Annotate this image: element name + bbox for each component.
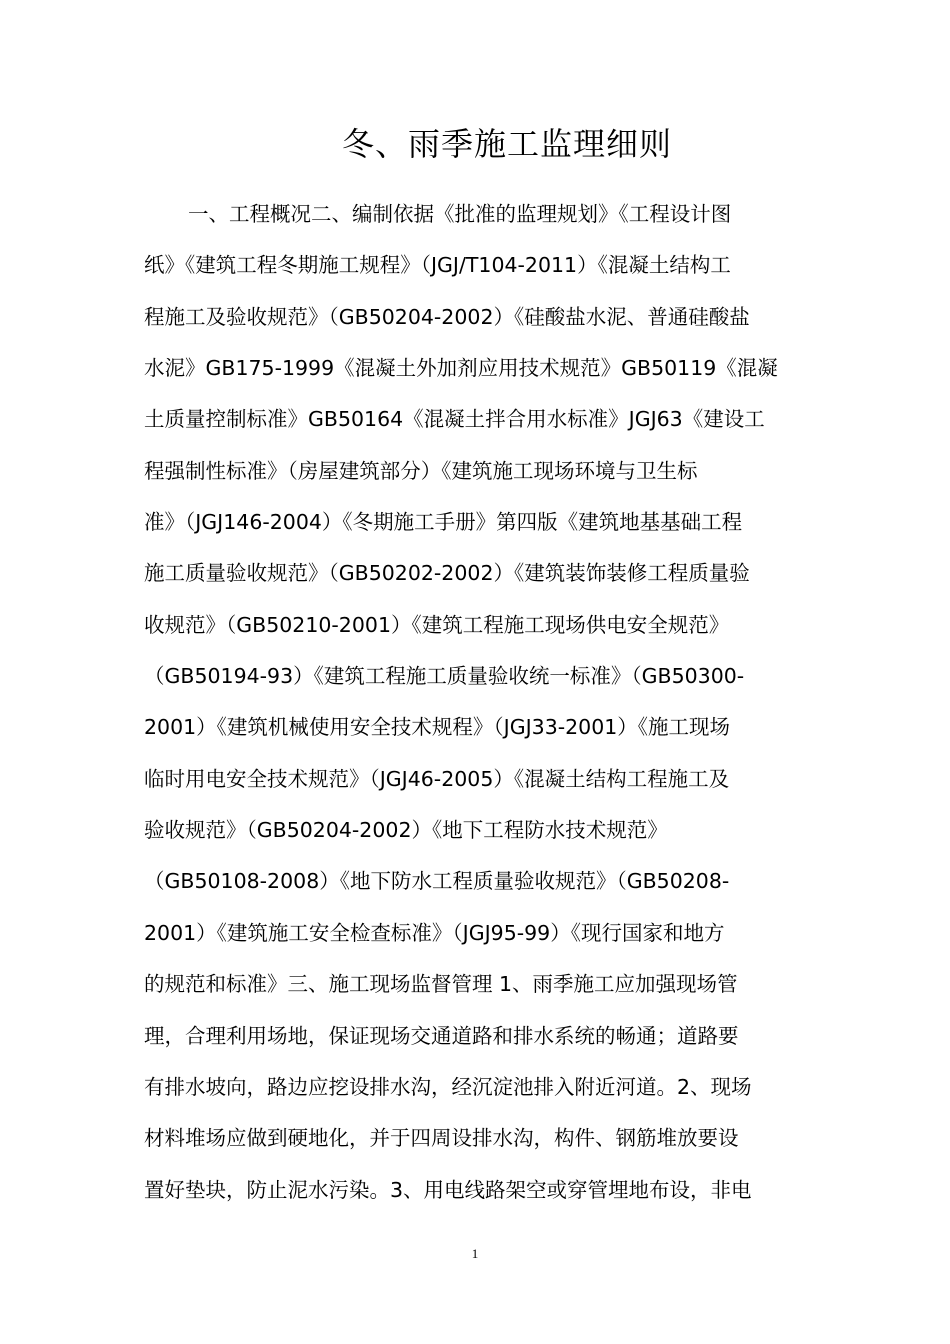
document-body xyxy=(144,189,824,1216)
body-line: 纸》《建筑工程冬期施工规程》（JGJ/T104-2011）《混凝土结构工 xyxy=(144,253,731,278)
body-line: 材料堆场应做到硬地化，并于四周设排水沟，构件、钢筋堆放要设 xyxy=(144,1126,739,1151)
body-line: （GB50108-2008）《地下防水工程质量验收规范》（GB50208- xyxy=(144,869,730,894)
body-line: 有排水坡向，路边应挖设排水沟，经沉淀池排入附近河道。2、现场 xyxy=(144,1074,752,1099)
body-line: 理，合理利用场地，保证现场交通道路和排水系统的畅通；道路要 xyxy=(144,1023,739,1048)
body-line: 置好垫块，防止泥水污染。3、用电线路架空或穿管埋地布设，非电 xyxy=(144,1177,752,1202)
body-line: 施工质量验收规范》（GB50202-2002）《建筑装饰装修工程质量验 xyxy=(144,561,750,586)
body-line: 验收规范》（GB50204-2002）《地下工程防水技术规范》 xyxy=(144,818,668,843)
body-line: 土质量控制标准》GB50164《混凝土拌合用水标准》JGJ63《建设工 xyxy=(144,407,765,432)
page-number: 1 xyxy=(471,1246,479,1261)
body-line: 程强制性标准》（房屋建筑部分）《建筑施工现场环境与卫生标 xyxy=(144,458,698,483)
body-line: （GB50194-93）《建筑工程施工质量验收统一标准》（GB50300- xyxy=(144,664,745,689)
body-line: 准》（JGJ146-2004）《冬期施工手册》第四版《建筑地基基础工程 xyxy=(144,510,743,535)
body-line: 水泥》GB175-1999《混凝土外加剂应用技术规范》GB50119《混凝 xyxy=(144,356,778,381)
body-line: 一、工程概况二、编制依据《批准的监理规划》《工程设计图 xyxy=(188,202,732,226)
document-title: 冬、雨季施工监理细则 xyxy=(341,125,672,163)
body-line: 2001）《建筑机械使用安全技术规程》（JGJ33-2001）《施工现场 xyxy=(144,715,731,740)
body-line: 收规范》（GB50210-2001）《建筑工程施工现场供电安全规范》 xyxy=(144,612,730,637)
body-line: 临时用电安全技术规范》（JGJ46-2005）《混凝土结构工程施工及 xyxy=(144,766,730,791)
body-line: 的规范和标准》三、施工现场监督管理 1、雨季施工应加强现场管 xyxy=(144,972,738,997)
body-line: 程施工及验收规范》（GB50204-2002）《硅酸盐水泥、普通硅酸盐 xyxy=(144,304,750,329)
body-line: 2001）《建筑施工安全检查标准》（JGJ95-99）《现行国家和地方 xyxy=(144,920,725,945)
